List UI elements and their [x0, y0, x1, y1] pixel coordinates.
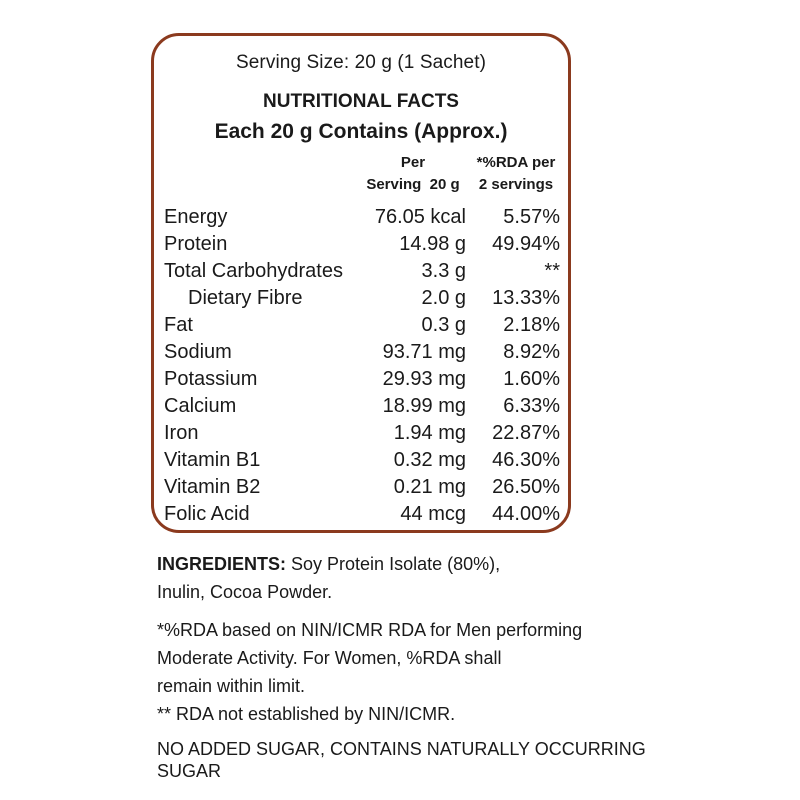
nutrient-name: Calcium	[164, 395, 237, 417]
nutrient-row-energy	[164, 204, 560, 231]
nutrient-row-vitamin-b2	[164, 474, 560, 501]
nutrient-row-dietary-fibre	[164, 285, 560, 312]
nutrient-rda: 13.33%	[492, 287, 560, 309]
nutrient-name: Energy	[164, 206, 228, 228]
nutrient-name: Total Carbohydrates	[164, 260, 343, 282]
sugar-statement	[157, 738, 717, 782]
ingredients-section	[157, 550, 717, 606]
nutrition-facts-panel	[151, 33, 571, 533]
nutrient-row-vitamin-b1	[164, 447, 560, 474]
nutrient-amount: 0.32 mg	[393, 449, 466, 471]
rda-column-header	[464, 152, 568, 196]
nutrient-row-sodium	[164, 339, 560, 366]
nutrient-amount: 93.71 mg	[382, 341, 466, 363]
nutrient-rda: 6.33%	[503, 395, 560, 417]
nutrient-amount: 2.0 g	[421, 287, 466, 309]
nutrient-amount: 18.99 mg	[382, 395, 466, 417]
nutrient-row-folic-acid	[164, 501, 560, 528]
ingredients-line1	[157, 550, 717, 578]
nutrient-name: Vitamin B1	[164, 449, 261, 471]
nutrient-amount: 76.05 kcal	[374, 206, 466, 228]
nutrient-name: Folic Acid	[164, 503, 250, 525]
nutrient-amount: 3.3 g	[421, 260, 466, 282]
nutrient-rda: 8.92%	[503, 341, 560, 363]
sugar-statement-line2: SUGAR	[157, 761, 222, 781]
nutrient-rda: 22.87%	[492, 422, 560, 444]
nutrient-rda: 49.94%	[492, 233, 560, 255]
nutrient-row-potassium	[164, 366, 560, 393]
nutrient-name: Protein	[164, 233, 228, 255]
rda-header-line1: *%RDA per	[476, 154, 556, 171]
per-serving-column-header	[360, 152, 466, 196]
nutrient-name: Potassium	[164, 368, 258, 390]
ingredients-text-line2: Inulin, Cocoa Powder.	[157, 582, 333, 602]
sugar-statement-line1: NO ADDED SUGAR, CONTAINS NATURALLY OCCURRING	[157, 739, 646, 759]
nutrient-name: Dietary Fibre	[188, 287, 303, 309]
ingredients-text-line1: Soy Protein Isolate (80%),	[286, 554, 501, 574]
nutrient-amount: 0.21 mg	[393, 476, 466, 498]
nutrient-name: Vitamin B2	[164, 476, 261, 498]
nutrient-row-calcium	[164, 393, 560, 420]
per-serving-header-line1: Per	[400, 154, 426, 171]
nutrient-amount: 44 mcg	[400, 503, 466, 525]
nutrient-rda: **	[544, 260, 560, 282]
nutrient-row-total-carbohydrates	[164, 258, 560, 285]
nutrient-amount: 14.98 g	[399, 233, 466, 255]
nutrient-name: Fat	[164, 314, 193, 336]
nutrient-rda: 5.57%	[503, 206, 560, 228]
nutrient-rda: 26.50%	[492, 476, 560, 498]
serving-size: Serving Size: 20 g (1 Sachet)	[235, 52, 487, 73]
rda-footnote	[157, 616, 717, 728]
nutrient-amount: 29.93 mg	[382, 368, 466, 390]
rda-footnote-line2: Moderate Activity. For Women, %RDA shall	[157, 648, 502, 668]
rda-footnote-line3: remain within limit.	[157, 676, 306, 696]
nutrition-facts-heading: NUTRITIONAL FACTS	[263, 91, 459, 112]
nutrient-name: Iron	[164, 422, 199, 444]
rda-footnote-line4: ** RDA not established by NIN/ICMR.	[157, 704, 456, 724]
ingredients-label: INGREDIENTS:	[157, 554, 287, 574]
nutrient-rda: 44.00%	[492, 503, 560, 525]
rda-header-line2: 2 servings	[478, 176, 554, 193]
nutrient-amount: 1.94 mg	[393, 422, 466, 444]
nutrient-row-fat	[164, 312, 560, 339]
nutrient-rda: 2.18%	[503, 314, 560, 336]
nutrition-facts-subheading: Each 20 g Contains (Approx.)	[214, 120, 508, 143]
nutrient-name: Sodium	[164, 341, 232, 363]
per-serving-header-line2: Serving 20 g	[366, 176, 460, 193]
rda-footnote-line1: *%RDA based on NIN/ICMR RDA for Men performing	[157, 620, 583, 640]
nutrient-row-iron	[164, 420, 560, 447]
nutrient-amount: 0.3 g	[421, 314, 466, 336]
nutrient-table	[164, 204, 560, 528]
nutrient-rda: 1.60%	[503, 368, 560, 390]
nutrient-rda: 46.30%	[492, 449, 560, 471]
nutrient-row-protein	[164, 231, 560, 258]
label-footer	[157, 550, 717, 782]
